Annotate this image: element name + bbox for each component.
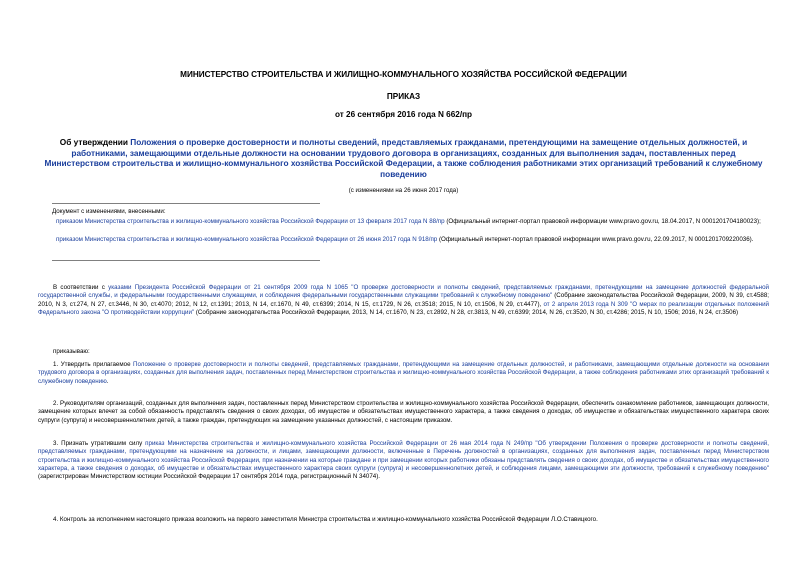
paragraph-1-text: 1. Утвердить прилагаемое (53, 361, 134, 368)
divider-bottom (52, 260, 320, 261)
preamble-text-2: (Собрание законодательства Российской Федерации, 2009, N 39, ст.4588; 2010, N 3, ст.274, N 27, ст.3446, N 30, ст.4070; 2012, N 12, ст.1391; 2013, N 14, ст.1670, N 49, ст.6399; 2014, N 15, ст.1729, N 26, ст.3518; 2015, N 10, ст.1506, N 29, ст.4477), (38, 292, 769, 308)
paragraph-3-text: 3. Признать утратившим силу (53, 440, 146, 447)
order-word: приказываю: (53, 348, 90, 355)
changes-item-1-text: (Официальный интернет-портал правовой информации www.pravo.gov.ru, 18.04.2017, N 0001201704180023); (444, 218, 761, 225)
paragraph-4: 4. Контроль за исполнением настоящего приказа возложить на первого заместителя Министра строительства и жилищно-коммунального хозяйства Российской Федерации Л.О.Ставицкого. (53, 516, 598, 523)
changes-item-2-text: (Официальный интернет-портал правовой информации www.pravo.gov.ru, 22.09.2017, N 0001201709220036). (437, 236, 754, 243)
changes-item-1-link[interactable]: приказом Министерства строительства и жилищно-коммунального хозяйства Российской Федерации от 13 февраля 2017 года N 88/пр (56, 218, 445, 225)
changes-item-2 (52, 236, 772, 244)
ministry-heading: МИНИСТЕРСТВО СТРОИТЕЛЬСТВА И ЖИЛИЩНО-КОММУНАЛЬНОГО ХОЗЯЙСТВА РОССИЙСКОЙ ФЕДЕРАЦИИ (180, 70, 627, 79)
changes-item-2-link[interactable]: приказом Министерства строительства и жилищно-коммунального хозяйства Российской Федерации от 26 июня 2017 года N 918/пр (56, 236, 438, 243)
paragraph-1-end: . (106, 377, 109, 385)
preamble-text-3: (Собрание законодательства Российской Федерации, 2013, N 14, ст.1670, N 23, ст.2892, N 28, ст.3813, N 49, ст.6399; 2014, N 26, ст.3520, N 30, ст.4286; 2015, N 10, 1506; 2016, N 24, ст.3506) (194, 308, 739, 316)
paragraph-1 (38, 361, 769, 386)
page-title (38, 137, 769, 179)
paragraph-3 (38, 440, 769, 481)
paragraph-2: 2. Руководителям организаций, созданных для выполнения задач, поставленных перед Министерством строительства и жилищно-коммунального хозяйства Российской Федерации, обеспечить ознакомление работников, замещающих должности, замещение которых влечет за собой обязанность представлять сведения о своих доходах, об имуществе и обязательствах имущественного характера, а также сведения о доходах, об имуществе и обязательствах имущественного характера своих супруги (супруга) и несовершеннолетних детей, а также граждан, претендующих на замещение указанных должностей, с настоящим приказом. (38, 400, 769, 424)
date-number: от 26 сентября 2016 года N 662/пр (334, 110, 473, 119)
changes-heading: Документ с изменениями, внесенными: (52, 208, 166, 215)
title-prefix: Об утверждении (59, 137, 131, 147)
paragraph-3-link[interactable]: приказ Министерства строительства и жилищно-коммунального хозяйства Российской Федерации от 26 мая 2014 года N 249/пр "Об утверждении Положения о проверке достоверности и полноты сведений, представляемых гражданами, претендующими на назначение на должности, и лицами, замещающими должности, включенные в Перечень должностей в организациях, созданных для выполнения задач, поставленных перед Министерством строительства и жилищно-коммунального хозяйства Российской Федерации, при назначении на которые граждане и при замещении которых работники обязаны представлять сведения о своих доходах, об имуществе и обязательствах имущественного характера, а также сведения о доходах, об имуществе и обязательствах имущественного характера своих супруги (супруга) и несовершеннолетних детей, и соблюдения лицами, замещающими эти должности, требований к служебному поведению" (38, 440, 769, 472)
preamble-text-1: В соответствии с (53, 284, 109, 291)
paragraph-1-link[interactable]: Положение о проверке достоверности и полноты сведений, представляемых гражданами, претендующими на замещение отдельных должностей, и работниками, замещающими отдельные должности на основании трудового договора в организациях, созданных для выполнения задач, поставленных перед Министерством строительства и жилищно-коммунального хозяйства Российской Федерации, а также соблюдения работниками этих организаций требований к служебному поведению (38, 361, 769, 385)
preamble-link-1[interactable]: указами Президента Российской Федерации от 21 сентября 2009 года N 1065 "О проверке достоверности и полноты сведений, представляемых гражданами, претендующими на замещение должностей федеральной государственной службы, и федеральными государственными служащими, и соблюдения федеральными государственными служащими требований к служебному поведению" (38, 284, 769, 300)
paragraph-3-end: (зарегистрирован Министерством юстиции Российской Федерации 17 сентября 2014 года, регистрационный N 34074). (38, 473, 381, 481)
preamble-paragraph (38, 284, 769, 317)
title-link[interactable]: Положения о проверке достоверности и полноты сведений, представляемых гражданами, претендующими на замещение отдельных должностей, и работниками, замещающими отдельные должности на основании трудового договора в организациях, созданных для выполнения задач, поставленных перед Министерством строительства и жилищно-коммунального хозяйства Российской Федерации, а также соблюдения работниками этих организаций требований к служебному поведению (44, 137, 763, 179)
changes-note: (с изменениями на 26 июня 2017 года) (348, 187, 459, 194)
divider-top (52, 203, 320, 204)
doc-type-heading: ПРИКАЗ (386, 92, 421, 101)
changes-item-1 (52, 218, 772, 226)
preamble-link-2[interactable]: от 2 апреля 2013 года N 309 "О мерах по реализации отдельных положений Федерального закона "О противодействии коррупции" (38, 300, 769, 316)
